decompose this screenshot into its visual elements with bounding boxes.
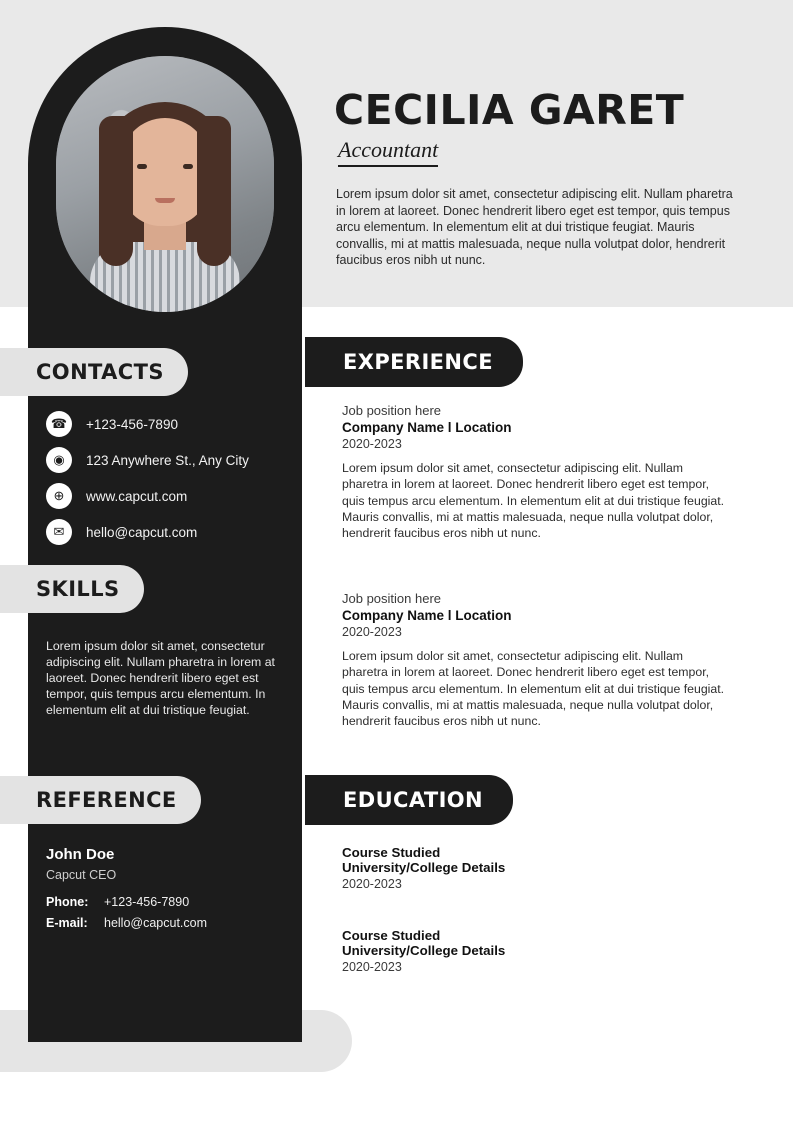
reference-email-label: E-mail:: [46, 916, 88, 930]
profile-summary: Lorem ipsum dolor sit amet, consectetur adipiscing elit. Nullam pharetra in lorem at laoreet. Donec hendrerit libero eget est tempor, quis tempus arcu elementum. In elementum elit at dui tristique feugiat. Mauris convallis, mi at mattis malesuada, neque nulla volutpat dolor, hendrerit faucibus eros nibh ut nunc.: [336, 187, 733, 267]
contact-value-email: hello@capcut.com: [86, 524, 198, 540]
contact-list: [46, 408, 296, 552]
photo-person-eye-right: [183, 164, 193, 169]
section-header-experience-label: EXPERIENCE: [343, 350, 493, 374]
candidate-name: CECILIA GARET: [334, 86, 685, 134]
contact-value-website: www.capcut.com: [86, 488, 188, 504]
education-dates-2: 2020-2023: [342, 960, 402, 974]
experience-company-1: Company Name l Location: [342, 420, 512, 435]
section-header-reference: [0, 776, 201, 824]
experience-entry-1: [342, 403, 732, 541]
contact-row-website[interactable]: [46, 480, 296, 512]
experience-dates-1: 2020-2023: [342, 437, 402, 451]
section-header-reference-label: REFERENCE: [36, 788, 177, 812]
globe-icon: ⊕: [46, 483, 72, 509]
reference-phone-label: Phone:: [46, 895, 89, 909]
section-header-education: [305, 775, 513, 825]
education-dates-1: 2020-2023: [342, 877, 402, 891]
education-entry-1: [342, 845, 732, 891]
experience-position-1: Job position here: [342, 403, 442, 418]
reference-email-row: [46, 916, 207, 930]
section-header-contacts-label: CONTACTS: [36, 360, 164, 384]
photo-person-hair-left: [99, 116, 133, 266]
contact-row-address[interactable]: [46, 444, 296, 476]
phone-icon: ☎: [46, 411, 72, 437]
section-header-experience: [305, 337, 523, 387]
skills-description: Lorem ipsum dolor sit amet, consectetur adipiscing elit. Nullam pharetra in lorem at laoreet. Donec hendrerit libero eget est tempor, quis tempus arcu elementum. In elementum elit at dui tristique feugiat.: [46, 639, 275, 717]
photo-person-eye-left: [137, 164, 147, 169]
experience-description-2: Lorem ipsum dolor sit amet, consectetur adipiscing elit. Nullam pharetra in lorem at laoreet. Donec hendrerit libero eget est tempor, quis tempus arcu elementum. In elementum elit at dui tristique feugiat. Mauris convallis, mi at mattis malesuada, neque nulla volutpat dolor, hendrerit faucibus eros nibh ut nunc.: [342, 649, 725, 729]
reference-name: John Doe: [46, 846, 115, 863]
photo-person-hair-right: [197, 116, 231, 266]
reference-role: Capcut CEO: [46, 868, 117, 882]
reference-phone-row: [46, 895, 189, 909]
experience-position-2: Job position here: [342, 591, 442, 606]
education-institution-1: University/College Details: [342, 860, 506, 875]
location-pin-icon: ◉: [46, 447, 72, 473]
envelope-icon: ✉: [46, 519, 72, 545]
candidate-role: Accountant: [338, 137, 438, 167]
section-header-contacts: [0, 348, 188, 396]
experience-description-1: Lorem ipsum dolor sit amet, consectetur adipiscing elit. Nullam pharetra in lorem at laoreet. Donec hendrerit libero eget est tempor, quis tempus arcu elementum. In elementum elit at dui tristique feugiat. Mauris convallis, mi at mattis malesuada, neque nulla volutpat dolor, hendrerit faucibus eros nibh ut nunc.: [342, 461, 725, 541]
contact-value-address: 123 Anywhere St., Any City: [86, 452, 249, 468]
contact-row-phone[interactable]: [46, 408, 296, 440]
section-header-education-label: EDUCATION: [343, 788, 484, 812]
education-course-2: Course Studied: [342, 928, 441, 943]
education-course-1: Course Studied: [342, 845, 441, 860]
education-entry-2: [342, 928, 732, 974]
profile-photo: [56, 56, 274, 312]
contact-value-phone: +123-456-7890: [86, 416, 178, 432]
section-header-skills-label: SKILLS: [36, 577, 120, 601]
reference-email-value: hello@capcut.com: [104, 916, 208, 930]
education-institution-2: University/College Details: [342, 943, 506, 958]
experience-dates-2: 2020-2023: [342, 625, 402, 639]
experience-company-2: Company Name l Location: [342, 608, 512, 623]
contact-row-email[interactable]: [46, 516, 296, 548]
reference-phone-value: +123-456-7890: [104, 895, 190, 909]
experience-entry-2: [342, 591, 732, 729]
photo-person-face: [121, 118, 209, 226]
photo-person-mouth: [155, 198, 175, 203]
section-header-skills: [0, 565, 144, 613]
